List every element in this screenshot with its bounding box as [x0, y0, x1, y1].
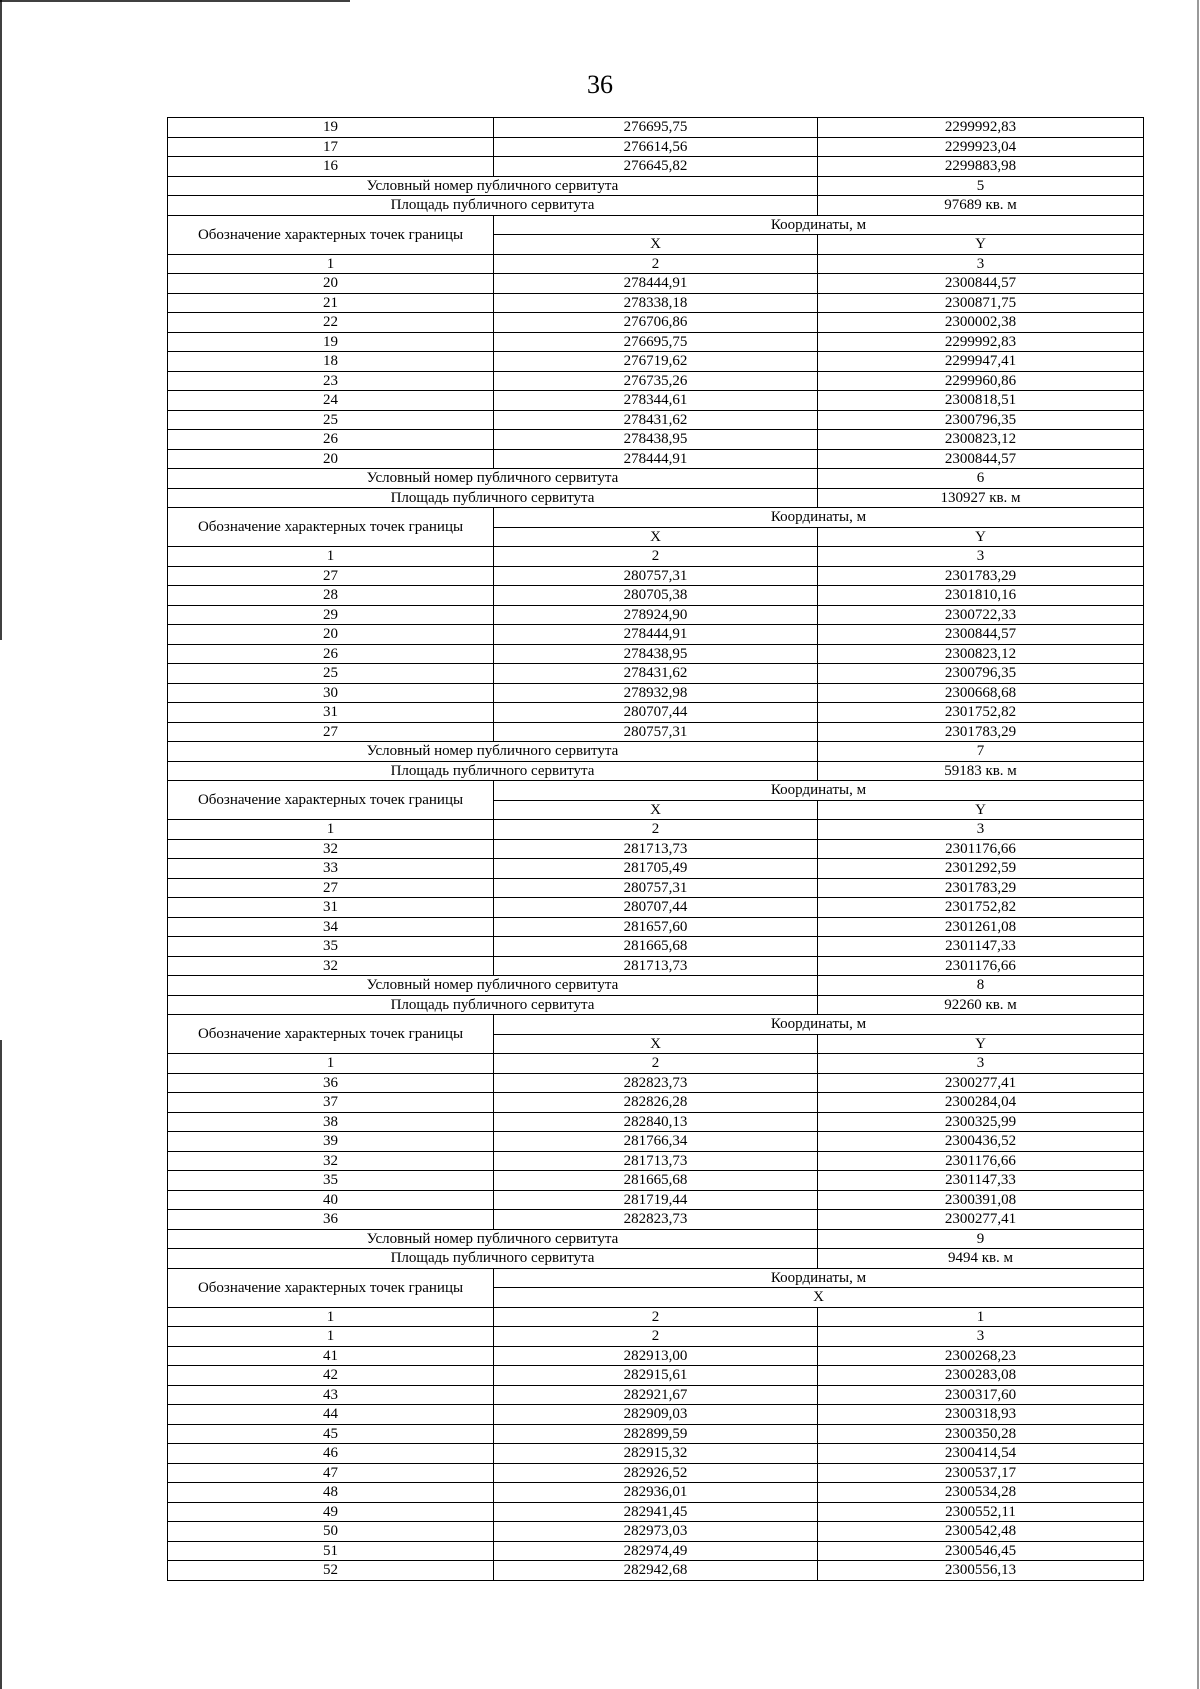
column-index-row — [168, 547, 1144, 567]
servitude-area-label: Площадь публичного сервитута — [168, 1249, 818, 1269]
y-column-header: Y — [818, 235, 1144, 255]
x-coordinate-cell: 278438,95 — [494, 644, 818, 664]
point-number-cell: 46 — [168, 1444, 494, 1464]
x-coordinate-cell: 278431,62 — [494, 410, 818, 430]
point-number-cell: 26 — [168, 644, 494, 664]
table-row — [168, 1561, 1144, 1581]
x-coordinate-cell: 280757,31 — [494, 722, 818, 742]
coordinates-table — [167, 117, 1144, 1581]
column-index-1: 1 — [168, 254, 494, 274]
point-number-cell: 20 — [168, 449, 494, 469]
servitude-number-label: Условный номер публичного сервитута — [168, 1229, 818, 1249]
point-number-cell: 24 — [168, 391, 494, 411]
y-coordinate-cell: 2299960,86 — [818, 371, 1144, 391]
servitude-area-value: 130927 кв. м — [818, 488, 1144, 508]
servitude-number-row — [168, 1229, 1144, 1249]
table-row — [168, 1151, 1144, 1171]
servitude-area-row — [168, 196, 1144, 216]
y-column-header: Y — [818, 800, 1144, 820]
point-number-cell: 33 — [168, 859, 494, 879]
point-number-cell: 30 — [168, 683, 494, 703]
servitude-area-label: Площадь публичного сервитута — [168, 196, 818, 216]
table-row — [168, 683, 1144, 703]
table-header-row — [168, 781, 1144, 801]
servitude-area-value: 59183 кв. м — [818, 761, 1144, 781]
servitude-number-row — [168, 176, 1144, 196]
servitude-area-label: Площадь публичного сервитута — [168, 761, 818, 781]
points-designation-header: Обозначение характерных точек границы — [168, 1268, 494, 1307]
y-coordinate-cell: 2300317,60 — [818, 1385, 1144, 1405]
x-coordinate-cell: 278444,91 — [494, 449, 818, 469]
x-coordinate-cell: 280707,44 — [494, 898, 818, 918]
y-coordinate-cell: 2300391,08 — [818, 1190, 1144, 1210]
point-number-cell: 32 — [168, 839, 494, 859]
servitude-number-row — [168, 469, 1144, 489]
x-coordinate-cell: 281665,68 — [494, 1171, 818, 1191]
y-coordinate-cell: 2300844,57 — [818, 625, 1144, 645]
point-number-cell: 25 — [168, 664, 494, 684]
table-row — [168, 293, 1144, 313]
point-number-cell: 25 — [168, 410, 494, 430]
point-number-cell: 35 — [168, 937, 494, 957]
servitude-area-label: Площадь публичного сервитута — [168, 488, 818, 508]
column-index-3: 1 — [818, 1307, 1144, 1327]
y-coordinate-cell: 2300537,17 — [818, 1463, 1144, 1483]
table-row — [168, 1210, 1144, 1230]
y-coordinate-cell: 2300823,12 — [818, 644, 1144, 664]
x-coordinate-cell: 282909,03 — [494, 1405, 818, 1425]
point-number-cell: 48 — [168, 1483, 494, 1503]
y-coordinate-cell: 2300844,57 — [818, 274, 1144, 294]
table-row — [168, 1171, 1144, 1191]
x-coordinate-cell: 276645,82 — [494, 157, 818, 177]
table-row — [168, 274, 1144, 294]
y-coordinate-cell: 2300325,99 — [818, 1112, 1144, 1132]
point-number-cell: 49 — [168, 1502, 494, 1522]
x-coordinate-cell: 282915,32 — [494, 1444, 818, 1464]
coordinates-header: Координаты, м — [494, 1268, 1144, 1288]
table-row — [168, 1405, 1144, 1425]
table-row — [168, 352, 1144, 372]
table-row — [168, 1483, 1144, 1503]
column-index-2: 2 — [494, 547, 818, 567]
table-row — [168, 449, 1144, 469]
point-number-cell: 35 — [168, 1171, 494, 1191]
x-coordinate-cell: 276695,75 — [494, 332, 818, 352]
x-coordinate-cell: 281713,73 — [494, 1151, 818, 1171]
table-row — [168, 313, 1144, 333]
y-coordinate-cell: 2301783,29 — [818, 566, 1144, 586]
table-row — [168, 722, 1144, 742]
page-number: 36 — [587, 70, 613, 99]
point-number-cell: 27 — [168, 566, 494, 586]
coordinates-header: Координаты, м — [494, 781, 1144, 801]
table-row — [168, 157, 1144, 177]
y-coordinate-cell: 2300436,52 — [818, 1132, 1144, 1152]
x-column-header: X — [494, 800, 818, 820]
x-coordinate-cell: 278344,61 — [494, 391, 818, 411]
table-row — [168, 1366, 1144, 1386]
column-index-row — [168, 254, 1144, 274]
point-number-cell: 28 — [168, 586, 494, 606]
column-index-row — [168, 1327, 1144, 1347]
point-number-cell: 27 — [168, 722, 494, 742]
x-coordinate-cell: 282921,67 — [494, 1385, 818, 1405]
table-row — [168, 118, 1144, 138]
x-coordinate-cell: 276614,56 — [494, 137, 818, 157]
table-row — [168, 956, 1144, 976]
servitude-number-value: 5 — [818, 176, 1144, 196]
point-number-cell: 39 — [168, 1132, 494, 1152]
x-coordinate-cell: 282823,73 — [494, 1073, 818, 1093]
points-designation-header: Обозначение характерных точек границы — [168, 215, 494, 254]
table-row — [168, 430, 1144, 450]
x-coordinate-cell: 280705,38 — [494, 586, 818, 606]
table-row — [168, 898, 1144, 918]
point-number-cell: 20 — [168, 625, 494, 645]
y-coordinate-cell: 2300283,08 — [818, 1366, 1144, 1386]
table-header-row — [168, 1015, 1144, 1035]
y-coordinate-cell: 2299883,98 — [818, 157, 1144, 177]
column-index-1: 1 — [168, 1307, 494, 1327]
point-number-cell: 26 — [168, 430, 494, 450]
point-number-cell: 20 — [168, 274, 494, 294]
column-index-2: 2 — [494, 1307, 818, 1327]
x-coordinate-cell: 282826,28 — [494, 1093, 818, 1113]
point-number-cell: 51 — [168, 1541, 494, 1561]
point-number-cell: 23 — [168, 371, 494, 391]
servitude-number-label: Условный номер публичного сервитута — [168, 742, 818, 762]
point-number-cell: 37 — [168, 1093, 494, 1113]
table-row — [168, 1346, 1144, 1366]
servitude-area-row — [168, 995, 1144, 1015]
y-coordinate-cell: 2301292,59 — [818, 859, 1144, 879]
x-coordinate-cell: 276706,86 — [494, 313, 818, 333]
x-coordinate-cell: 280707,44 — [494, 703, 818, 723]
table-row — [168, 1112, 1144, 1132]
point-number-cell: 31 — [168, 898, 494, 918]
servitude-area-value: 92260 кв. м — [818, 995, 1144, 1015]
y-coordinate-cell: 2300556,13 — [818, 1561, 1144, 1581]
table-row — [168, 1385, 1144, 1405]
x-coordinate-cell: 282941,45 — [494, 1502, 818, 1522]
table-row — [168, 859, 1144, 879]
x-coordinate-cell: 282942,68 — [494, 1561, 818, 1581]
point-number-cell: 34 — [168, 917, 494, 937]
y-coordinate-cell: 2300002,38 — [818, 313, 1144, 333]
x-coordinate-cell: 281657,60 — [494, 917, 818, 937]
y-column-header: Y — [818, 527, 1144, 547]
point-number-cell: 32 — [168, 1151, 494, 1171]
x-coordinate-cell: 282913,00 — [494, 1346, 818, 1366]
x-coordinate-cell: 276695,75 — [494, 118, 818, 138]
y-coordinate-cell: 2300542,48 — [818, 1522, 1144, 1542]
x-column-header: X — [494, 527, 818, 547]
x-coordinate-cell: 282974,49 — [494, 1541, 818, 1561]
table-row — [168, 839, 1144, 859]
y-coordinate-cell: 2300546,45 — [818, 1541, 1144, 1561]
y-coordinate-cell: 2299992,83 — [818, 332, 1144, 352]
y-coordinate-cell: 2300722,33 — [818, 605, 1144, 625]
table-row — [168, 878, 1144, 898]
y-coordinate-cell: 2301147,33 — [818, 1171, 1144, 1191]
y-coordinate-cell: 2300668,68 — [818, 683, 1144, 703]
servitude-number-value: 6 — [818, 469, 1144, 489]
table-header-row — [168, 508, 1144, 528]
point-number-cell: 45 — [168, 1424, 494, 1444]
y-coordinate-cell: 2299923,04 — [818, 137, 1144, 157]
column-index-row — [168, 820, 1144, 840]
y-coordinate-cell: 2301752,82 — [818, 898, 1144, 918]
y-coordinate-cell: 2300796,35 — [818, 410, 1144, 430]
table-header-row — [168, 1268, 1144, 1288]
point-number-cell: 40 — [168, 1190, 494, 1210]
point-number-cell: 19 — [168, 118, 494, 138]
point-number-cell: 41 — [168, 1346, 494, 1366]
y-coordinate-cell: 2301176,66 — [818, 1151, 1144, 1171]
table-row — [168, 1502, 1144, 1522]
x-coordinate-cell: 281713,73 — [494, 956, 818, 976]
column-index-2: 2 — [494, 1327, 818, 1347]
point-number-cell: 36 — [168, 1210, 494, 1230]
table-row — [168, 605, 1144, 625]
y-column-header: Y — [818, 1034, 1144, 1054]
table-row — [168, 644, 1144, 664]
x-coordinate-cell: 276719,62 — [494, 352, 818, 372]
table-header-row — [168, 215, 1144, 235]
y-coordinate-cell: 2301810,16 — [818, 586, 1144, 606]
servitude-number-label: Условный номер публичного сервитута — [168, 976, 818, 996]
x-coordinate-cell: 281713,73 — [494, 839, 818, 859]
y-coordinate-cell: 2300818,51 — [818, 391, 1144, 411]
servitude-number-value: 8 — [818, 976, 1144, 996]
point-number-cell: 22 — [168, 313, 494, 333]
table-row — [168, 1541, 1144, 1561]
x-coordinate-cell: 280757,31 — [494, 566, 818, 586]
x-coordinate-cell: 278932,98 — [494, 683, 818, 703]
table-row — [168, 410, 1144, 430]
servitude-number-value: 7 — [818, 742, 1144, 762]
table-row — [168, 1093, 1144, 1113]
x-coordinate-cell: 281705,49 — [494, 859, 818, 879]
x-coordinate-cell: 278924,90 — [494, 605, 818, 625]
x-coordinate-cell: 278431,62 — [494, 664, 818, 684]
table-row — [168, 1463, 1144, 1483]
servitude-area-row — [168, 1249, 1144, 1269]
table-row — [168, 566, 1144, 586]
y-coordinate-cell: 2301176,66 — [818, 956, 1144, 976]
column-index-3: 3 — [818, 1327, 1144, 1347]
point-number-cell: 43 — [168, 1385, 494, 1405]
x-column-header: X — [494, 1034, 818, 1054]
table-row — [168, 1444, 1144, 1464]
column-index-3: 3 — [818, 820, 1144, 840]
servitude-number-row — [168, 976, 1144, 996]
x-coordinate-cell: 278444,91 — [494, 274, 818, 294]
column-index-3: 3 — [818, 254, 1144, 274]
point-number-cell: 27 — [168, 878, 494, 898]
points-designation-header: Обозначение характерных точек границы — [168, 1015, 494, 1054]
y-coordinate-cell: 2300268,23 — [818, 1346, 1144, 1366]
table-row — [168, 391, 1144, 411]
point-number-cell: 42 — [168, 1366, 494, 1386]
y-coordinate-cell: 2300844,57 — [818, 449, 1144, 469]
servitude-number-label: Условный номер публичного сервитута — [168, 176, 818, 196]
column-index-2: 2 — [494, 254, 818, 274]
x-coordinate-cell: 282915,61 — [494, 1366, 818, 1386]
table-row — [168, 1073, 1144, 1093]
servitude-area-label: Площадь публичного сервитута — [168, 995, 818, 1015]
x-coordinate-cell: 282973,03 — [494, 1522, 818, 1542]
y-coordinate-cell: 2300277,41 — [818, 1073, 1144, 1093]
servitude-area-row — [168, 761, 1144, 781]
y-coordinate-cell: 2300871,75 — [818, 293, 1144, 313]
points-designation-header: Обозначение характерных точек границы — [168, 508, 494, 547]
servitude-area-value: 97689 кв. м — [818, 196, 1144, 216]
servitude-number-row — [168, 742, 1144, 762]
y-coordinate-cell: 2300534,28 — [818, 1483, 1144, 1503]
point-number-cell: 21 — [168, 293, 494, 313]
point-number-cell: 38 — [168, 1112, 494, 1132]
point-number-cell: 44 — [168, 1405, 494, 1425]
x-column-header: X — [494, 235, 818, 255]
y-coordinate-cell: 2299992,83 — [818, 118, 1144, 138]
point-number-cell: 18 — [168, 352, 494, 372]
y-coordinate-cell: 2301176,66 — [818, 839, 1144, 859]
x-column-header: X — [494, 1288, 1144, 1308]
x-coordinate-cell: 281766,34 — [494, 1132, 818, 1152]
table-row — [168, 917, 1144, 937]
x-coordinate-cell: 282823,73 — [494, 1210, 818, 1230]
column-index-1: 1 — [168, 547, 494, 567]
y-coordinate-cell: 2300552,11 — [818, 1502, 1144, 1522]
table-row — [168, 586, 1144, 606]
y-coordinate-cell: 2300823,12 — [818, 430, 1144, 450]
point-number-cell: 52 — [168, 1561, 494, 1581]
y-coordinate-cell: 2300796,35 — [818, 664, 1144, 684]
y-coordinate-cell: 2299947,41 — [818, 352, 1144, 372]
x-coordinate-cell: 282840,13 — [494, 1112, 818, 1132]
column-index-1: 1 — [168, 1054, 494, 1074]
coordinates-header: Координаты, м — [494, 508, 1144, 528]
column-index-2: 2 — [494, 820, 818, 840]
servitude-area-row — [168, 488, 1144, 508]
x-coordinate-cell: 280757,31 — [494, 878, 818, 898]
table-row — [168, 137, 1144, 157]
y-coordinate-cell: 2301783,29 — [818, 722, 1144, 742]
table-row — [168, 937, 1144, 957]
x-coordinate-cell: 281665,68 — [494, 937, 818, 957]
table-row — [168, 1190, 1144, 1210]
points-designation-header: Обозначение характерных точек границы — [168, 781, 494, 820]
table-row — [168, 1522, 1144, 1542]
point-number-cell: 17 — [168, 137, 494, 157]
x-coordinate-cell: 278444,91 — [494, 625, 818, 645]
y-coordinate-cell: 2301752,82 — [818, 703, 1144, 723]
table-row — [168, 332, 1144, 352]
column-index-2: 2 — [494, 1054, 818, 1074]
x-coordinate-cell: 282926,52 — [494, 1463, 818, 1483]
column-index-row — [168, 1054, 1144, 1074]
servitude-area-value: 9494 кв. м — [818, 1249, 1144, 1269]
table-row — [168, 625, 1144, 645]
y-coordinate-cell: 2300277,41 — [818, 1210, 1144, 1230]
servitude-number-value: 9 — [818, 1229, 1144, 1249]
table-row — [168, 371, 1144, 391]
column-index-1: 1 — [168, 820, 494, 840]
y-coordinate-cell: 2301261,08 — [818, 917, 1144, 937]
point-number-cell: 50 — [168, 1522, 494, 1542]
coordinates-header: Координаты, м — [494, 215, 1144, 235]
table-row — [168, 703, 1144, 723]
table-row — [168, 1132, 1144, 1152]
y-coordinate-cell: 2300414,54 — [818, 1444, 1144, 1464]
column-index-3: 3 — [818, 547, 1144, 567]
y-coordinate-cell: 2301147,33 — [818, 937, 1144, 957]
column-index-3: 3 — [818, 1054, 1144, 1074]
coordinates-header: Координаты, м — [494, 1015, 1144, 1035]
point-number-cell: 47 — [168, 1463, 494, 1483]
table-row — [168, 664, 1144, 684]
y-coordinate-cell: 2301783,29 — [818, 878, 1144, 898]
y-coordinate-cell: 2300284,04 — [818, 1093, 1144, 1113]
point-number-cell: 19 — [168, 332, 494, 352]
y-coordinate-cell: 2300318,93 — [818, 1405, 1144, 1425]
table-row — [168, 1424, 1144, 1444]
x-coordinate-cell: 278438,95 — [494, 430, 818, 450]
servitude-number-label: Условный номер публичного сервитута — [168, 469, 818, 489]
point-number-cell: 31 — [168, 703, 494, 723]
point-number-cell: 29 — [168, 605, 494, 625]
x-coordinate-cell: 281719,44 — [494, 1190, 818, 1210]
coordinates-document — [167, 117, 1143, 1581]
y-coordinate-cell: 2300350,28 — [818, 1424, 1144, 1444]
x-coordinate-cell: 276735,26 — [494, 371, 818, 391]
x-coordinate-cell: 278338,18 — [494, 293, 818, 313]
point-number-cell: 16 — [168, 157, 494, 177]
point-number-cell: 36 — [168, 1073, 494, 1093]
x-coordinate-cell: 282936,01 — [494, 1483, 818, 1503]
point-number-cell: 32 — [168, 956, 494, 976]
x-coordinate-cell: 282899,59 — [494, 1424, 818, 1444]
column-index-row — [168, 1307, 1144, 1327]
column-index-1: 1 — [168, 1327, 494, 1347]
